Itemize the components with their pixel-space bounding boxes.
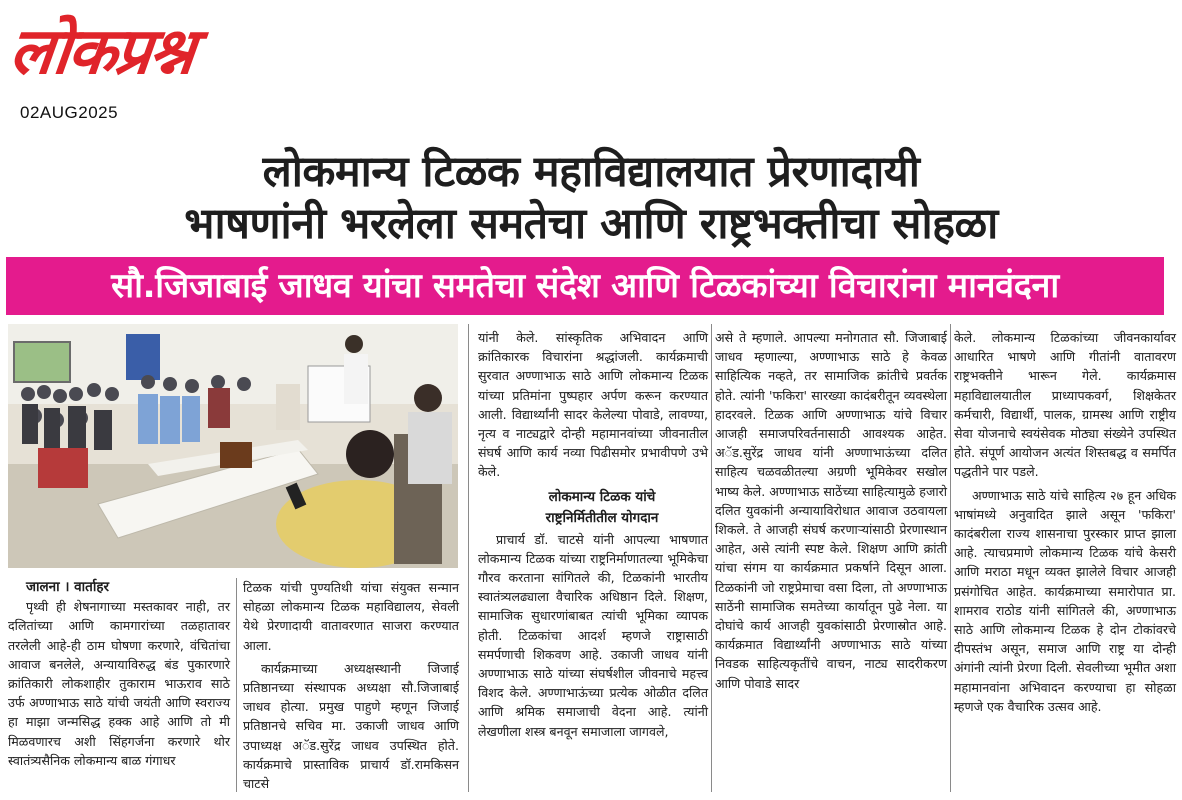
article-column-3 bbox=[478, 328, 708, 741]
section-subtitle-line-2: राष्ट्रनिर्मितीतील योगदान bbox=[545, 509, 659, 526]
column-rule bbox=[711, 324, 712, 792]
subheadline-band bbox=[6, 257, 1164, 315]
headline-line-1: लोकमान्य टिळक महाविद्यालयात प्रेरणादायी bbox=[262, 147, 920, 197]
article-column-2 bbox=[243, 578, 459, 793]
newspaper-logo bbox=[6, 6, 290, 98]
article-column-5 bbox=[954, 328, 1176, 716]
column-rule bbox=[950, 324, 951, 792]
article-paragraph: टिळक यांची पुण्यतिथी यांचा संयुक्त सन्मान सोहळा लोकमान्य टिळक महाविद्यालय, सेवली येथे प्रेरणादायी वातावरणात साजरा करण्यात आला. bbox=[243, 580, 459, 653]
article-paragraph: असे ते म्हणाले. आपल्या मनोगतात सौ. जिजाबाई जाधव म्हणाल्या, अण्णाभाऊ साठे हे केवळ साहित्यिक नव्हते, तर सामाजिक क्रांतीचे प्रवर्तक होते. त्यांनी 'फकिरा' सारख्या कादंबरीतून व्यवस्थेला हादरवले. टिळक आणि अण्णाभाऊ यांचे विचार आजही समाजपरिवर्तनासाठी आवश्यक आहेत. अॅड.सुरेंद्र जाधव यांनी अण्णाभाऊंच्या दलित साहित्य चळवळीतल्या अग्रणी भूमिकेवर सखोल भाष्य केले. अण्णाभाऊ साठेंच्या साहित्यामुळे हजारो दलित युवकांनी अन्यायाविरोधात आवाज उठवायला शिकले. ते आजही संघर्ष करणाऱ्यांसाठी प्रेरणास्थान आहेत, असे त्यांनी स्पष्ट केले. शिक्षण आणि क्रांती यांचा संगम या कार्यक्रमात प्रकर्षाने दिसून आला. टिळकांनी जो राष्ट्रप्रेमाचा वसा दिला, तो अण्णाभाऊ साठेंनी सामाजिक समतेच्या कार्यातून पुढे नेला. या दोघांचे कार्य आजही युवकांसाठी प्रेरणास्रोत आहे. कार्यक्रमात विद्यार्थ्यांनी अण्णाभाऊ साठे यांच्या निवडक साहित्यकृतींचे वाचन, नाट्य सादरीकरण आणि पोवाडे सादर bbox=[715, 330, 947, 691]
article-paragraph: पृथ्वी ही शेषनागाच्या मस्तकावर नाही, तर दलितांच्या आणि कामगारांच्या तळहातावर तरलेली आहे-ही ठाम घोषणा करणारे, वंचितांचा आवाज बनलेले, अन्यायाविरुद्ध बंड पुकारणारे क्रांतिकारी लोकशाहीर तुकाराम भाऊराव साठे उर्फ अण्णाभाऊ साठे यांची जयंती आणि स्वराज्य हा माझा जन्मसिद्ध हक्क आहे आणि तो मी मिळवणारच अशी सिंहगर्जना करणारे थोर स्वातंत्र्यसैनिक लोकमान्य बाळ गंगाधर bbox=[8, 599, 230, 768]
article-paragraph: यांनी केले. सांस्कृतिक अभिवादन आणि क्रांतिकारक विचारांना श्रद्धांजली. कार्यक्रमाची सुरवात अण्णाभाऊ साठे आणि लोकमान्य टिळक यांच्या प्रतिमांना पुष्पहार अर्पण करून करण्यात आली. विद्यार्थ्यांनी सादर केलेल्या पोवाडे, लावण्या, नृत्य व नाट्यद्वारे दोन्ही महामानवांच्या जीवनातील संघर्ष आणि कार्य नव्या पिढीसमोर प्रभावीपणे उभे केले. bbox=[478, 330, 708, 480]
subheadline: सौ.जिजाबाई जाधव यांचा समतेचा संदेश आणि टिळकांच्या विचारांना मानवंदना bbox=[111, 266, 1059, 306]
column-rule bbox=[468, 324, 469, 792]
article-column-4 bbox=[715, 328, 947, 693]
article-column-1 bbox=[8, 578, 230, 770]
article-paragraph: अण्णाभाऊ साठे यांचे साहित्य २७ हून अधिक भाषांमध्ये अनुवादित झाले असून 'फकिरा' कादंबरीला राज्य शासनाचा पुरस्कार प्राप्त झाला आहे. त्याचप्रमाणे लोकमान्य टिळक यांचे केसरी आणि मराठा मधून व्यक्त झालेले विचार आजही प्रसंगोचित आहेत. कार्यक्रमाच्या समारोपात प्रा. शामराव राठोड यांनी सांगितले की, अण्णाभाऊ साठे आणि लोकमान्य टिळक हे दोन टोकांवरचे दीपस्तंभ असून, समाज आणि राष्ट्र या दोन्ही अंगांनी त्यांनी प्रेरणा दिली. सेवलीच्या भूमीत अशा महामानवांना अभिवादन करण्याचा हा सोहळा म्हणजे एक वैचारिक उत्सव आहे. bbox=[954, 487, 1176, 714]
headline-line-2: भाषणांनी भरलेला समतेचा आणि राष्ट्रभक्तीचा सोहळा bbox=[184, 199, 998, 249]
article-paragraph: प्राचार्य डॉ. चाटसे यांनी आपल्या भाषणात लोकमान्य टिळक यांच्या राष्ट्रनिर्माणातल्या भूमिकेचा गौरव करताना सांगितले की, टिळकांनी भारतीय स्वातंत्र्यलढ्याला वैचारिक अधिष्ठान दिले. शिक्षण, सामाजिक सुधारणांबाबत त्यांची भूमिका व्यापक होती. टिळकांचा आदर्श म्हणजे राष्ट्रासाठी समर्पणाची शिकवण आहे. उकाजी जाधव यांनी अण्णाभाऊ साठे यांच्या संघर्षशील जीवनाचे महत्त्व विशद केले. अण्णाभाऊंच्या प्रत्येक ओळीत दलित आणि श्रमिक समाजाची वेदना आहे. त्यांनी लेखणीला शस्त्र बनवून समाजाला जागवले, bbox=[478, 531, 708, 739]
section-subtitle-line-1: लोकमान्य टिळक यांचे bbox=[548, 488, 656, 505]
article-paragraph: केले. लोकमान्य टिळकांच्या जीवनकार्यावर आधारित भाषणे आणि गीतांनी वातावरण राष्ट्रभक्तीने भारून गेले. कार्यक्रमास महाविद्यालयातील प्राध्यापकवर्ग, शिक्षकेतर कर्मचारी, विद्यार्थी, पालक, ग्रामस्थ आणि राष्ट्रीय सेवा योजनाचे स्वयंसेवक मोठ्या संख्येने उपस्थित होते. संपूर्ण आयोजन अत्यंत शिस्तबद्ध व समर्पित पद्धतीने पार पडले. bbox=[954, 330, 1176, 480]
dateline: जालना । वार्ताहर bbox=[26, 579, 110, 595]
newspaper-name: लोकप्रश्न bbox=[6, 15, 197, 89]
event-photo bbox=[8, 324, 458, 568]
edition-date: 02AUG2025 bbox=[20, 103, 119, 122]
article-paragraph: कार्यक्रमाच्या अध्यक्षस्थानी जिजाई प्रतिष्ठानच्या संस्थापक अध्यक्षा सौ.जिजाबाई जाधव होत्या. प्रमुख पाहुणे म्हणून जिजाई प्रतिष्ठानचे सचिव मा. उकाजी जाधव आणि उपाध्यक्ष अॅड.सुरेंद्र जाधव उपस्थित होते. कार्यक्रमाचे प्रास्ताविक प्राचार्य डॉ.रामकिसन चाटसे bbox=[243, 660, 459, 792]
column-rule bbox=[236, 578, 237, 792]
event-photo-illustration bbox=[8, 324, 458, 568]
